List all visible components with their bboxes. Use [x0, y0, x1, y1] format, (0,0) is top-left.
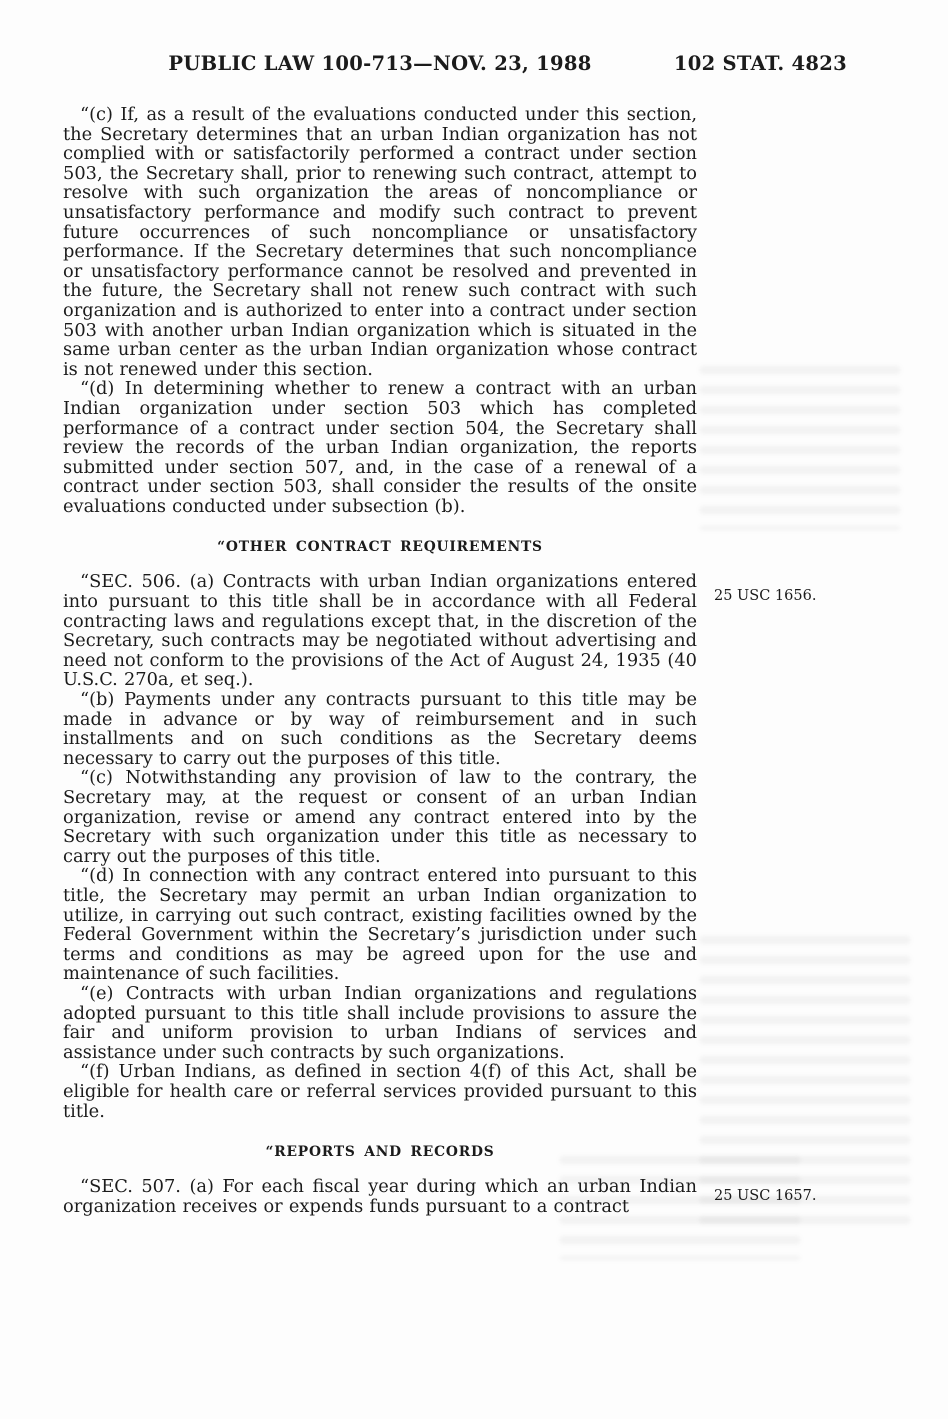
body-column [63, 105, 697, 1216]
margin-note-25-usc-1656: 25 USC 1656. [714, 588, 817, 604]
paragraph-sec506a: “SEC. 506. (a) Contracts with urban Indian organizations entered into pursuant to this title shall be in accordance with all Federal contracting laws and regulations except that, in the discretion of the Secretary, such contracts may be negotiated without advertising and need not conform to the provisions of the Act of August 24, 1935 (40 U.S.C. 270a, et seq.). [63, 571, 697, 691]
paragraph-505d: “(d) In determining whether to renew a contract with an urban Indian organization under section 503 which has completed performance of a contract under section 504, the Secretary shall review the records of the urban Indian organization, the reports submitted under section 507, and, in the case of a renewal of a contract under section 503, shall consider the results of the onsite evaluations conducted under subsection (b). [63, 378, 697, 517]
paragraph-506c: “(c) Notwithstanding any provision of law to the contrary, the Secretary may, at the request or consent of an urban Indian organization, revise or amend any contract entered into by the Secretary with such organization under this title as necessary to carry out the purposes of this title. [63, 767, 697, 867]
paragraph-506d: “(d) In connection with any contract entered into pursuant to this title, the Secretary may permit an urban Indian organization to utilize, in carrying out such contract, existing facilities owned by the Federal Government within the Secretary’s jurisdiction under such terms and conditions as may be agreed upon for the use and maintenance of such facilities. [63, 865, 697, 985]
margin-note-25-usc-1657: 25 USC 1657. [714, 1188, 817, 1204]
scan-bleedthrough-artifact [700, 930, 910, 1230]
paragraph-506f: “(f) Urban Indians, as defined in section 4(f) of this Act, shall be eligible for health care or referral services provided pursuant to this title. [63, 1061, 697, 1122]
section-heading-reports-and-records: “REPORTS AND RECORDS [265, 1144, 495, 1161]
paragraph-sec507a: “SEC. 507. (a) For each fiscal year during which an urban Indian organization receives or expends funds pursuant to a contract [63, 1176, 697, 1217]
scan-bleedthrough-artifact [700, 360, 900, 530]
paragraph-505c: “(c) If, as a result of the evaluations conducted under this section, the Secretary determines that an urban Indian organization has not complied with or satisfactorily performed a contract under section 503, the Secretary shall, prior to renewing such contract, attempt to resolve with such organization the areas of noncompliance or unsatisfactory performance and modify such contract to prevent future occurrences of such noncompliance or unsatisfactory performance. If the Secretary determines that such noncompliance or unsatisfactory performance cannot be resolved and prevented in the future, the Secretary shall not renew such contract with such organization and is authorized to enter into a contract under section 503 with another urban Indian organization which is situated in the same urban center as the urban Indian organization whose contract is not renewed under this section. [63, 104, 697, 380]
running-head-law-title: PUBLIC LAW 100-713—NOV. 23, 1988 [168, 52, 592, 75]
section-heading-other-contract-requirements: “OTHER CONTRACT REQUIREMENTS [217, 539, 543, 556]
paragraph-506b: “(b) Payments under any contracts pursuant to this title may be made in advance or by way of reimbursement and in such installments and on such conditions as the Secretary deems necessary to carry out the purposes of this title. [63, 689, 697, 769]
running-head-stat-citation: 102 STAT. 4823 [673, 52, 847, 75]
paragraph-506e: “(e) Contracts with urban Indian organizations and regulations adopted pursuant to this title shall include provisions to assure the fair and uniform provision to urban Indians of services and assistance under such contracts by such organizations. [63, 982, 697, 1063]
